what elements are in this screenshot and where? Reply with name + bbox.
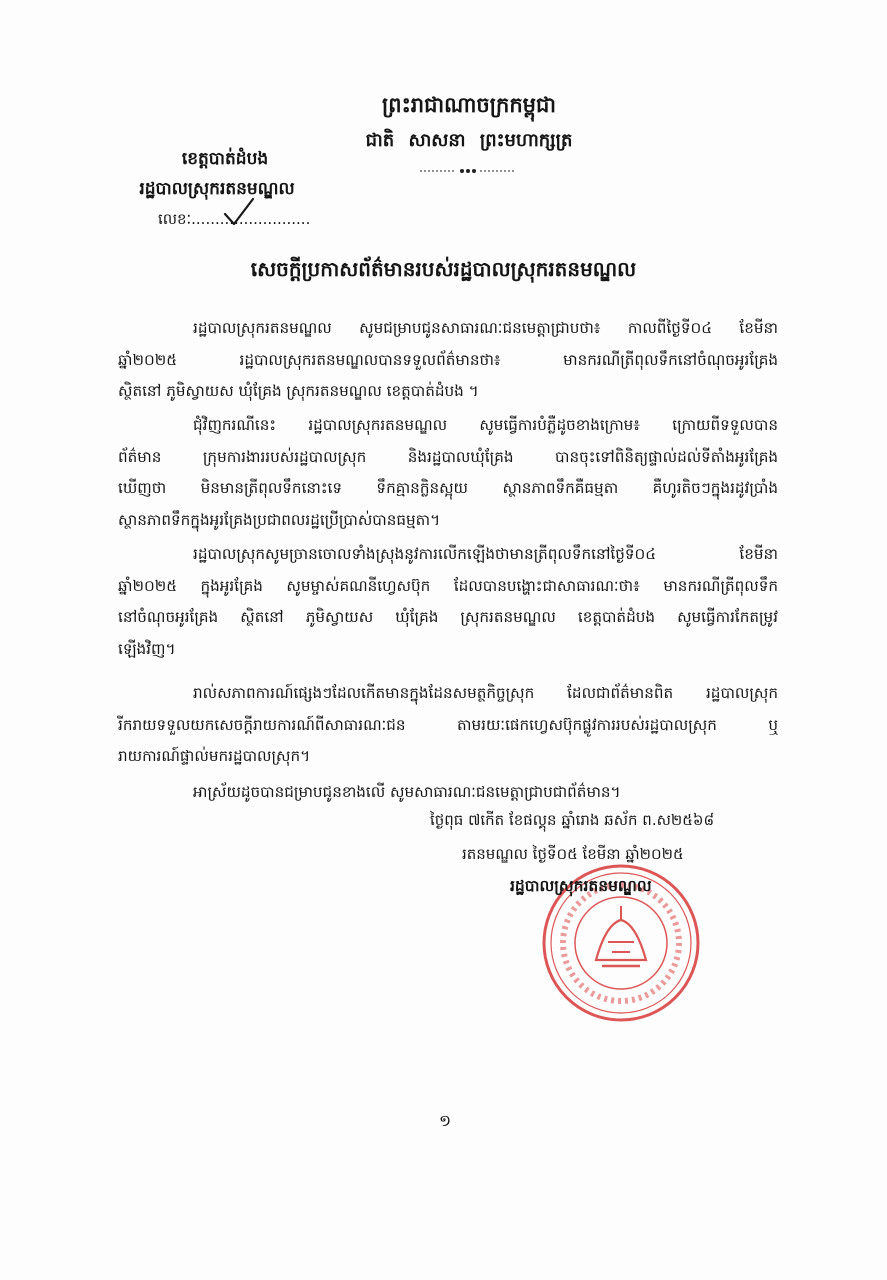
lunar-date: ថ្ងៃពុធ ៧កើត ខែផល្គុន ឆ្នាំរោង ឆស័ក ព.ស២៥៦៨: [430, 811, 715, 829]
paragraph-4: [118, 678, 778, 773]
district-administration-name: រដ្ឋបាលស្រុករតនមណ្ឌល: [139, 179, 295, 199]
paragraph-line: ឆ្នាំ២០២៥ រដ្ឋបាលស្រុករតនមណ្ឌលបានទទួលព័ត៌មានថា៖ មានករណីត្រីពុលទឹកនៅចំណុចអូរគ្រែង: [118, 350, 778, 369]
paragraph-5: [118, 777, 778, 809]
paragraph-line: ស្ថិតនៅ ភូមិស្វាយស ឃុំគ្រែង ស្រុករតនមណ្ឌល ខេត្តបាត់ដំបង ។: [118, 382, 479, 400]
tricolon-ornament-icon: [418, 165, 518, 177]
checkmark-icon: [222, 197, 256, 227]
paragraph-line: ព័ត៌មាន ក្រុមការងាររបស់រដ្ឋបាលស្រុក និងរដ្ឋបាលឃុំគ្រែង បានចុះទៅពិនិត្យផ្ទាល់ដល់ទីតាំងអូរគ្រែង: [118, 447, 778, 466]
paragraph-line: នៅចំណុចអូរគ្រែង ស្ថិតនៅ ភូមិស្វាយស ឃុំគ្រែង ស្រុករតនមណ្ឌល ខេត្តបាត់ដំបង សូមធ្វើការកែតម្រូវ: [118, 608, 778, 626]
paragraph-line: អាស្រ័យដូចបានជម្រាបជូនខាងលើ សូមសាធារណៈជនមេត្តាជ្រាបជាព័ត៌មាន។: [193, 783, 621, 801]
paragraph-line: រាល់សភាពការណ៍ផ្សេងៗដែលកើតមានក្នុងដែនសមត្ថកិច្ចស្រុក ដែលជាព័ត៌មានពិត រដ្ឋបាលស្រុក: [193, 684, 778, 702]
page-number: ១: [438, 1111, 452, 1130]
province-name: ខេត្តបាត់ដំបង: [181, 149, 269, 169]
solar-date: រតនមណ្ឌល ថ្ងៃទី០៥ ខែមីនា ឆ្នាំ២០២៥: [462, 845, 684, 863]
paragraph-3: [118, 539, 778, 665]
national-motto: ជាតិ សាសនា ព្រះមហាក្សត្រ: [365, 130, 573, 151]
kingdom-heading: ព្រះរាជាណាចក្រកម្ពុជា: [381, 93, 556, 117]
paragraph-line: រដ្ឋបាលស្រុកសូមច្រានចោលទាំងស្រុងនូវការលើកឡើងថាមានត្រីពុលទឹកនៅថ្ងៃទី០៤ ខែមីនា: [193, 545, 778, 563]
paragraph-line: ស្ថានភាពទឹកក្នុងអូរគ្រែងប្រជាពលរដ្ឋប្រើប្រាស់បានធម្មតា។: [118, 510, 441, 529]
signer-name: រដ្ឋបាលស្រុករតនមណ្ឌល: [510, 877, 652, 895]
paragraph-line: ឃើញថា មិនមានត្រីពុលទឹកនោះទេ ទឹកគ្មានក្លិនស្អុយ ស្ថានភាពទឹកគឺធម្មតា គឺហូរតិចៗក្នុងរដូវប្រាំង: [118, 479, 778, 497]
paragraph-2: [118, 410, 778, 536]
paragraph-line: រាយការណ៍ផ្ទាល់មករដ្ឋបាលស្រុក។: [118, 747, 311, 765]
paragraph-line: ជុំវិញករណីនេះ រដ្ឋបាលស្រុករតនមណ្ឌល សូមធ្វើការបំភ្លឺដូចខាងក្រោម៖ ក្រោយពីទទួលបាន: [193, 416, 778, 434]
paragraph-1: [118, 313, 778, 408]
document-number-line: លេខៈ.........................: [158, 210, 311, 228]
paragraph-line: ឡើងវិញ។: [118, 639, 176, 658]
paragraph-line: ឆ្នាំ២០២៥ ក្នុងអូរគ្រែង សូមម្ចាស់គណនីហ្វេសប៊ុក ដែលបានបង្ហោះជាសាធារណៈថា៖ មានករណីត្រីពុលទឹក: [118, 576, 778, 595]
paragraph-line: រដ្ឋបាលស្រុករតនមណ្ឌល សូមជម្រាបជូនសាធារណៈជនមេត្តាជ្រាបថា៖ កាលពីថ្ងៃទី០៤ ខែមីនា: [193, 319, 778, 337]
document-title: សេចក្តីប្រកាសព័ត៌មានរបស់រដ្ឋបាលស្រុករតនមណ្ឌល: [250, 257, 637, 281]
paragraph-line: រីករាយទទួលយកសេចក្តីរាយការណ៍ពីសាធារណៈជន តាមរយៈផេកហ្វេសប៊ុកផ្លូវការរបស់រដ្ឋបាលស្រុក ឬ: [118, 715, 778, 734]
